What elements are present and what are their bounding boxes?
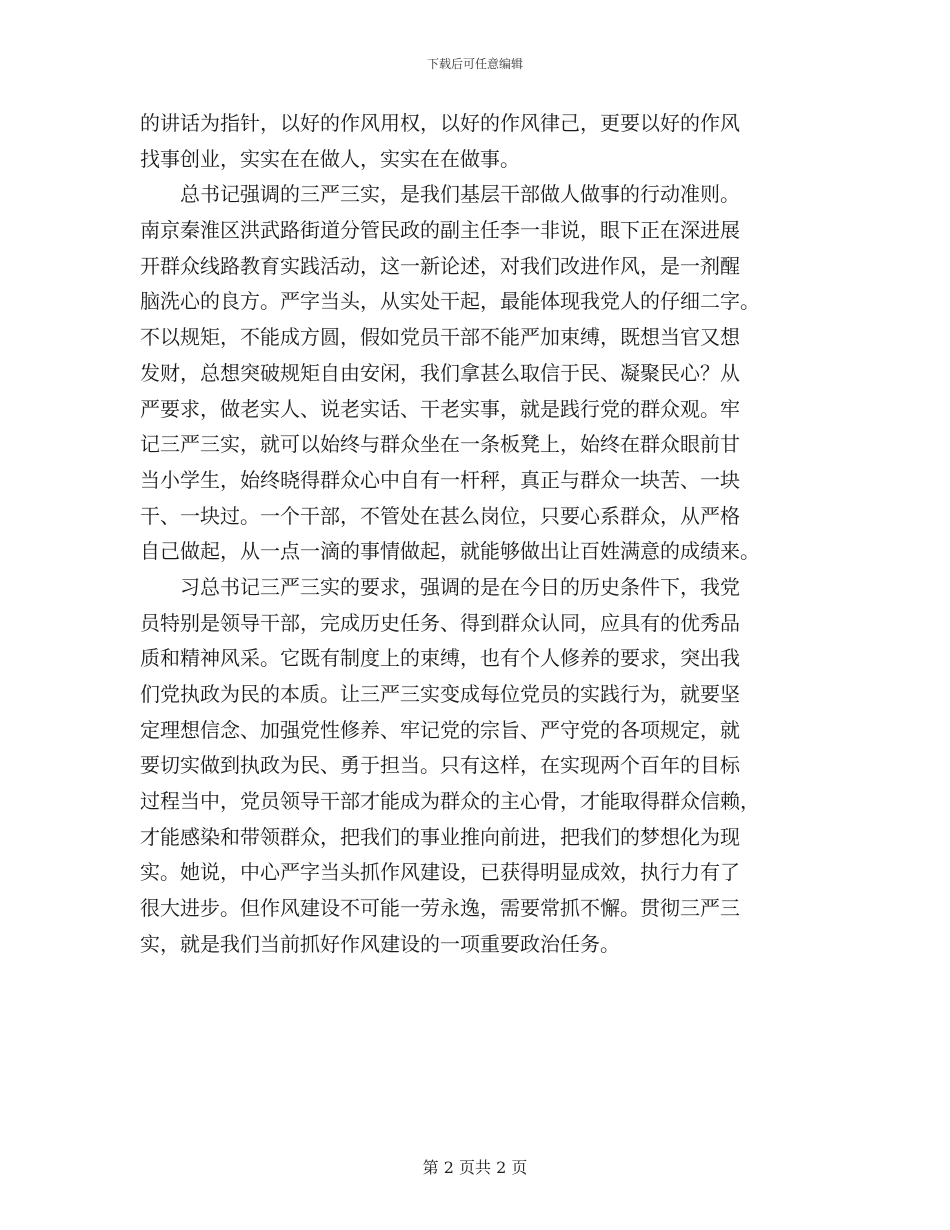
text-line: 要切实做到执政为民、勇于担当。只有这样，在实现两个百年的目标 — [140, 753, 740, 778]
text-line: 很大进步。但作风建设不可能一劳永逸，需要常抓不懈。贯彻三严三 — [140, 896, 740, 921]
text-line: 干、一块过。一个干部，不管处在甚么岗位，只要心系群众，从严格 — [140, 503, 740, 528]
text-line: 实。她说，中心严字当头抓作风建设，已获得明显成效，执行力有了 — [140, 860, 740, 885]
text-line: 质和精神风采。它既有制度上的束缚，也有个人修养的要求，突出我 — [140, 646, 740, 671]
text-line: 脑洗心的良方。严字当头，从实处干起，最能体现我党人的仔细二字。 — [140, 289, 760, 314]
text-line: 习总书记三严三实的要求，强调的是在今日的历史条件下，我党 — [140, 574, 740, 599]
page-number-footer: 第 2 页共 2 页 — [422, 1158, 528, 1177]
text-line: 当小学生，始终晓得群众心中自有一杆秤，真正与群众一块苦、一块 — [140, 467, 740, 492]
text-line: 实，就是我们当前抓好作风建设的一项重要政治任务。 — [140, 931, 620, 956]
text-line: 开群众线路教育实践活动，这一新论述，对我们改进作风，是一剂醒 — [140, 253, 740, 278]
text-line: 严要求，做老实人、说老实话、干老实事，就是践行党的群众观。牢 — [140, 396, 740, 421]
text-line: 南京秦淮区洪武路街道分管民政的副主任李一非说，眼下正在深进展 — [140, 218, 740, 243]
text-line: 员特别是领导干部，完成历史任务、得到群众认同，应具有的优秀品 — [140, 610, 740, 635]
text-line: 总书记强调的三严三实，是我们基层干部做人做事的行动准则。 — [140, 182, 740, 207]
text-line: 过程当中，党员领导干部才能成为群众的主心骨，才能取得群众信赖， — [140, 789, 760, 814]
text-line: 才能感染和带领群众，把我们的事业推向前进，把我们的梦想化为现 — [140, 824, 740, 849]
text-line: 记三严三实，就可以始终与群众坐在一条板凳上，始终在群众眼前甘 — [140, 432, 740, 457]
text-line: 自己做起，从一点一滴的事情做起，就能够做出让百姓满意的成绩来。 — [140, 539, 760, 564]
text-line: 发财，总想突破规矩自由安闲，我们拿甚么取信于民、凝聚民心？从 — [140, 360, 740, 385]
page-header: 下载后可任意编辑 — [426, 57, 523, 71]
text-line: 定理想信念、加强党性修养、牢记党的宗旨、严守党的各项规定，就 — [140, 717, 740, 742]
text-line: 们党执政为民的本质。让三严三实变成每位党员的实践行为，就要坚 — [140, 682, 740, 706]
text-line: 不以规矩，不能成方圆，假如党员干部不能严加束缚，既想当官又想 — [140, 325, 740, 350]
text-line: 找事创业，实实在在做人，实实在在做事。 — [140, 146, 520, 171]
document-body — [140, 106, 820, 963]
text-line: 的讲话为指针，以好的作风用权，以好的作风律己，更要以好的作风 — [140, 111, 740, 135]
